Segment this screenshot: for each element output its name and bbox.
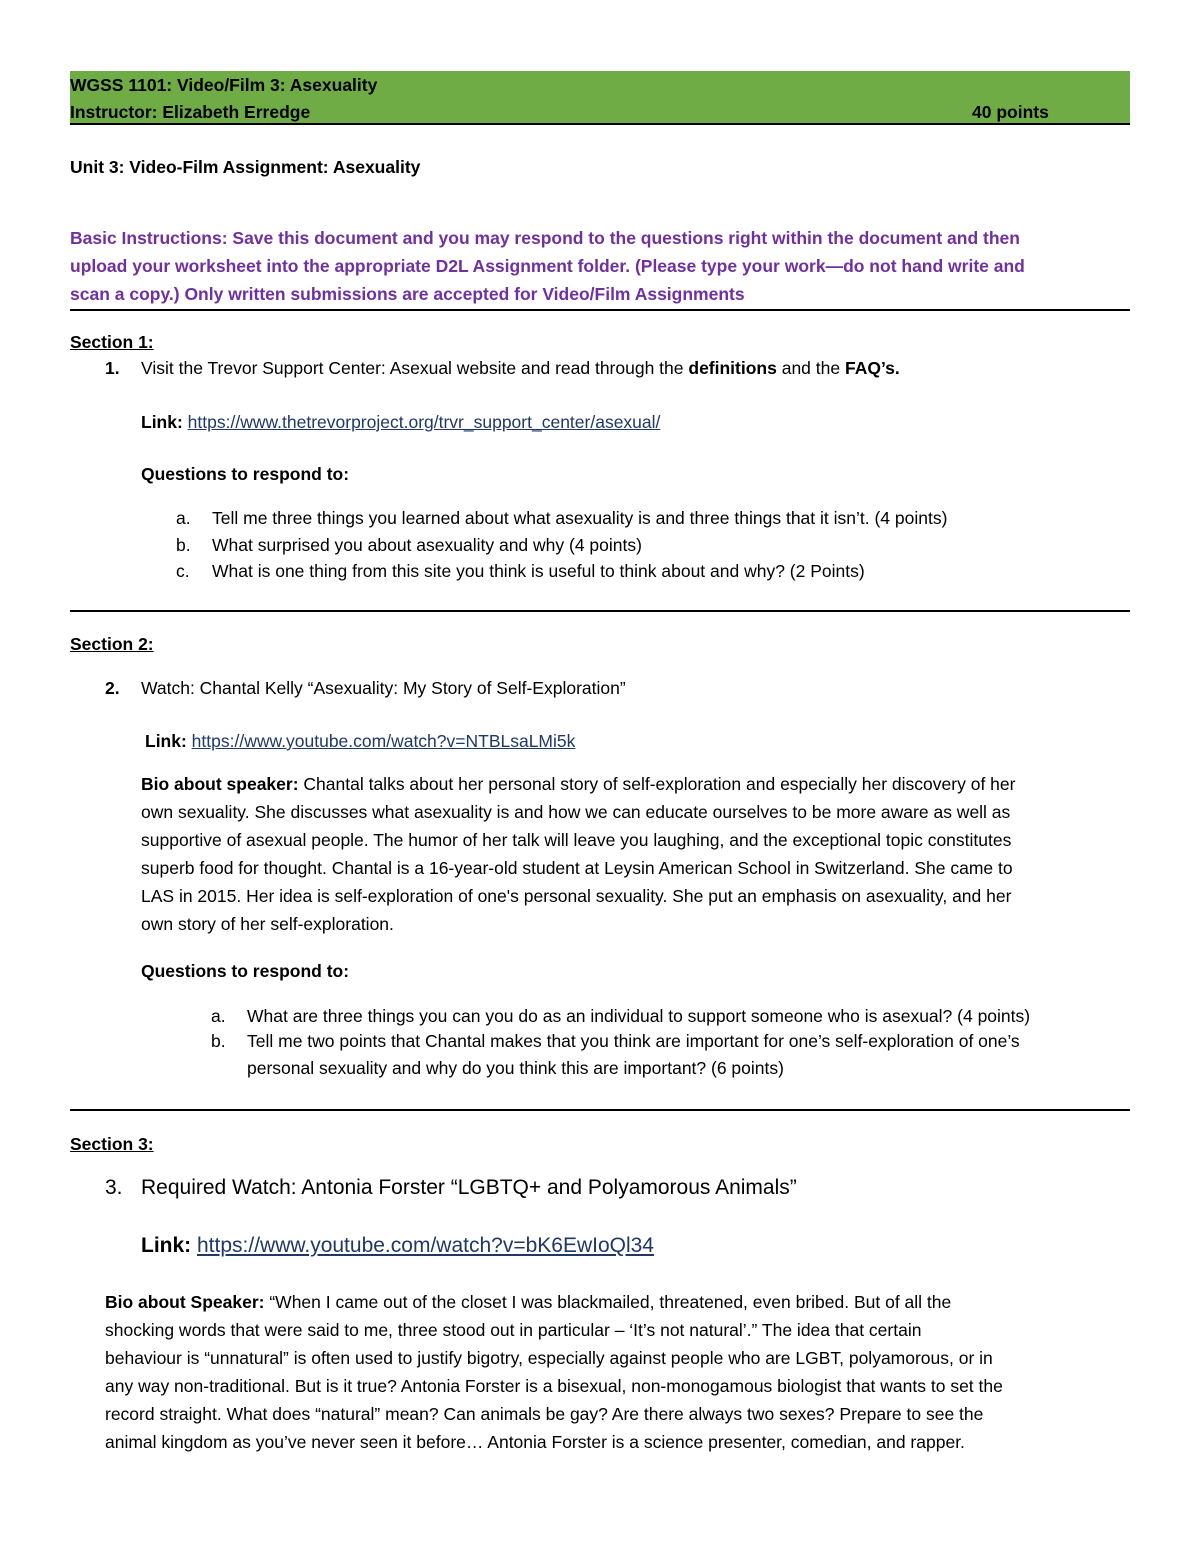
trevor-project-link[interactable]: https://www.thetrevorproject.org/trvr_support_center/asexual/ [187, 412, 661, 432]
antonia-forster-video-link[interactable]: https://www.youtube.com/watch?v=bK6EwIoQl34 [197, 1234, 654, 1257]
bio-line: LAS in 2015. Her idea is self-exploration of one's personal sexuality. She put an emphasis on asexuality, and her [141, 886, 1012, 906]
question-text: personal sexuality and why do you think this are important? (6 points) [247, 1058, 784, 1078]
section-2-heading: Section 2: [70, 634, 154, 654]
bio-line: supportive of asexual people. The humor of her talk will leave you laughing, and the exceptional topic constitutes [141, 830, 1012, 850]
section-1-link-row [141, 412, 660, 433]
divider [70, 610, 1130, 612]
section-1-item-number: 1. [105, 358, 120, 378]
section-1-item-text-a: Visit the Trevor Support Center: Asexual website and read through the [141, 358, 689, 378]
header-band [70, 71, 1130, 125]
bio-line: superb food for thought. Chantal is a 16-year-old student at Leysin American School in Switzerland. She came to [141, 858, 1013, 878]
question-text: What are three things you can you do as an individual to support someone who is asexual? (4 points) [247, 1006, 1031, 1026]
bio-line: behaviour is “unnatural” is often used to justify bigotry, especially against people who are LGBT, polyamorous, or in [105, 1348, 993, 1368]
course-title: WGSS 1101: Video/Film 3: Asexuality [70, 75, 378, 95]
question-letter: b. [211, 1031, 226, 1051]
bio-line: any way non-traditional. But is it true? Antonia Forster is a bisexual, non-monogamous biologist that wants to set the [105, 1376, 1003, 1396]
bio-line: shocking words that were said to me, three stood out in particular – ‘It’s not natural’.” The idea that certain [105, 1320, 922, 1340]
question-text: Tell me two points that Chantal makes that you think are important for one’s self-exploration of one’s [247, 1031, 1020, 1051]
bio-label: Bio about speaker: [141, 774, 304, 794]
section-2-questions-heading: Questions to respond to: [141, 961, 350, 981]
instructor-name: Instructor: Elizabeth Erredge [70, 102, 311, 122]
bio-line: “When I came out of the closet I was blackmailed, threatened, even bribed. But of all the [269, 1292, 952, 1312]
question-text: Tell me three things you learned about what asexuality is and three things that it isn’t. (4 points) [212, 508, 948, 528]
section-3-link-row [141, 1234, 654, 1258]
question-text: What surprised you about asexuality and why (4 points) [212, 535, 642, 555]
section-3-item-number: 3. [105, 1176, 123, 1199]
instructions-line-2: upload your worksheet into the appropriate D2L Assignment folder. (Please type your work—do not hand write and [70, 256, 1025, 276]
instructions-line-3: scan a copy.) Only written submissions are accepted for Video/Film Assignments [70, 284, 745, 304]
section-1-item [141, 358, 900, 379]
bio-line: own sexuality. She discusses what asexuality is and how we can educate ourselves to be more aware as well as [141, 802, 1011, 822]
section-2-bio [141, 770, 1015, 938]
section-1-item-text-b: and the [776, 358, 845, 378]
section-1-questions-heading: Questions to respond to: [141, 464, 350, 484]
total-points: 40 points [972, 102, 1049, 122]
link-label: Link: [141, 1234, 197, 1257]
link-label: Link: [141, 412, 188, 432]
question-letter: a. [176, 508, 191, 528]
chantal-kelly-video-link[interactable]: https://www.youtube.com/watch?v=NTBLsaLMi5k [191, 731, 576, 751]
section-3-heading: Section 3: [70, 1134, 154, 1154]
faqs-bold: FAQ’s. [844, 358, 900, 378]
link-label: Link: [145, 731, 192, 751]
section-1-heading: Section 1: [70, 332, 154, 352]
question-letter: a. [211, 1006, 226, 1026]
bio-line: animal kingdom as you’ve never seen it before… Antonia Forster is a science presenter, comedian, and rapper. [105, 1432, 965, 1452]
divider [70, 309, 1130, 311]
section-2-link-row [145, 731, 575, 752]
bio-line: Chantal talks about her personal story of self-exploration and especially her discovery of her [303, 774, 1016, 794]
section-3-bio [105, 1288, 1003, 1456]
bio-line: own story of her self-exploration. [141, 914, 394, 934]
bio-line: record straight. What does “natural” mean? Can animals be gay? Are there always two sexes? Prepare to see the [105, 1404, 984, 1424]
question-letter: c. [176, 561, 190, 581]
bio-label: Bio about Speaker: [105, 1292, 270, 1312]
definitions-bold: definitions [688, 358, 777, 378]
section-2-item-number: 2. [105, 678, 120, 698]
instructions-line-1: Basic Instructions: Save this document and you may respond to the questions right within the document and then [70, 228, 1020, 248]
divider [70, 1109, 1130, 1111]
unit-title: Unit 3: Video-Film Assignment: Asexuality [70, 157, 421, 177]
question-letter: b. [176, 535, 191, 555]
section-2-item-text: Watch: Chantal Kelly “Asexuality: My Story of Self-Exploration” [141, 678, 626, 698]
question-text: What is one thing from this site you think is useful to think about and why? (2 Points) [212, 561, 865, 581]
section-3-item-text: Required Watch: Antonia Forster “LGBTQ+ and Polyamorous Animals” [141, 1176, 797, 1199]
